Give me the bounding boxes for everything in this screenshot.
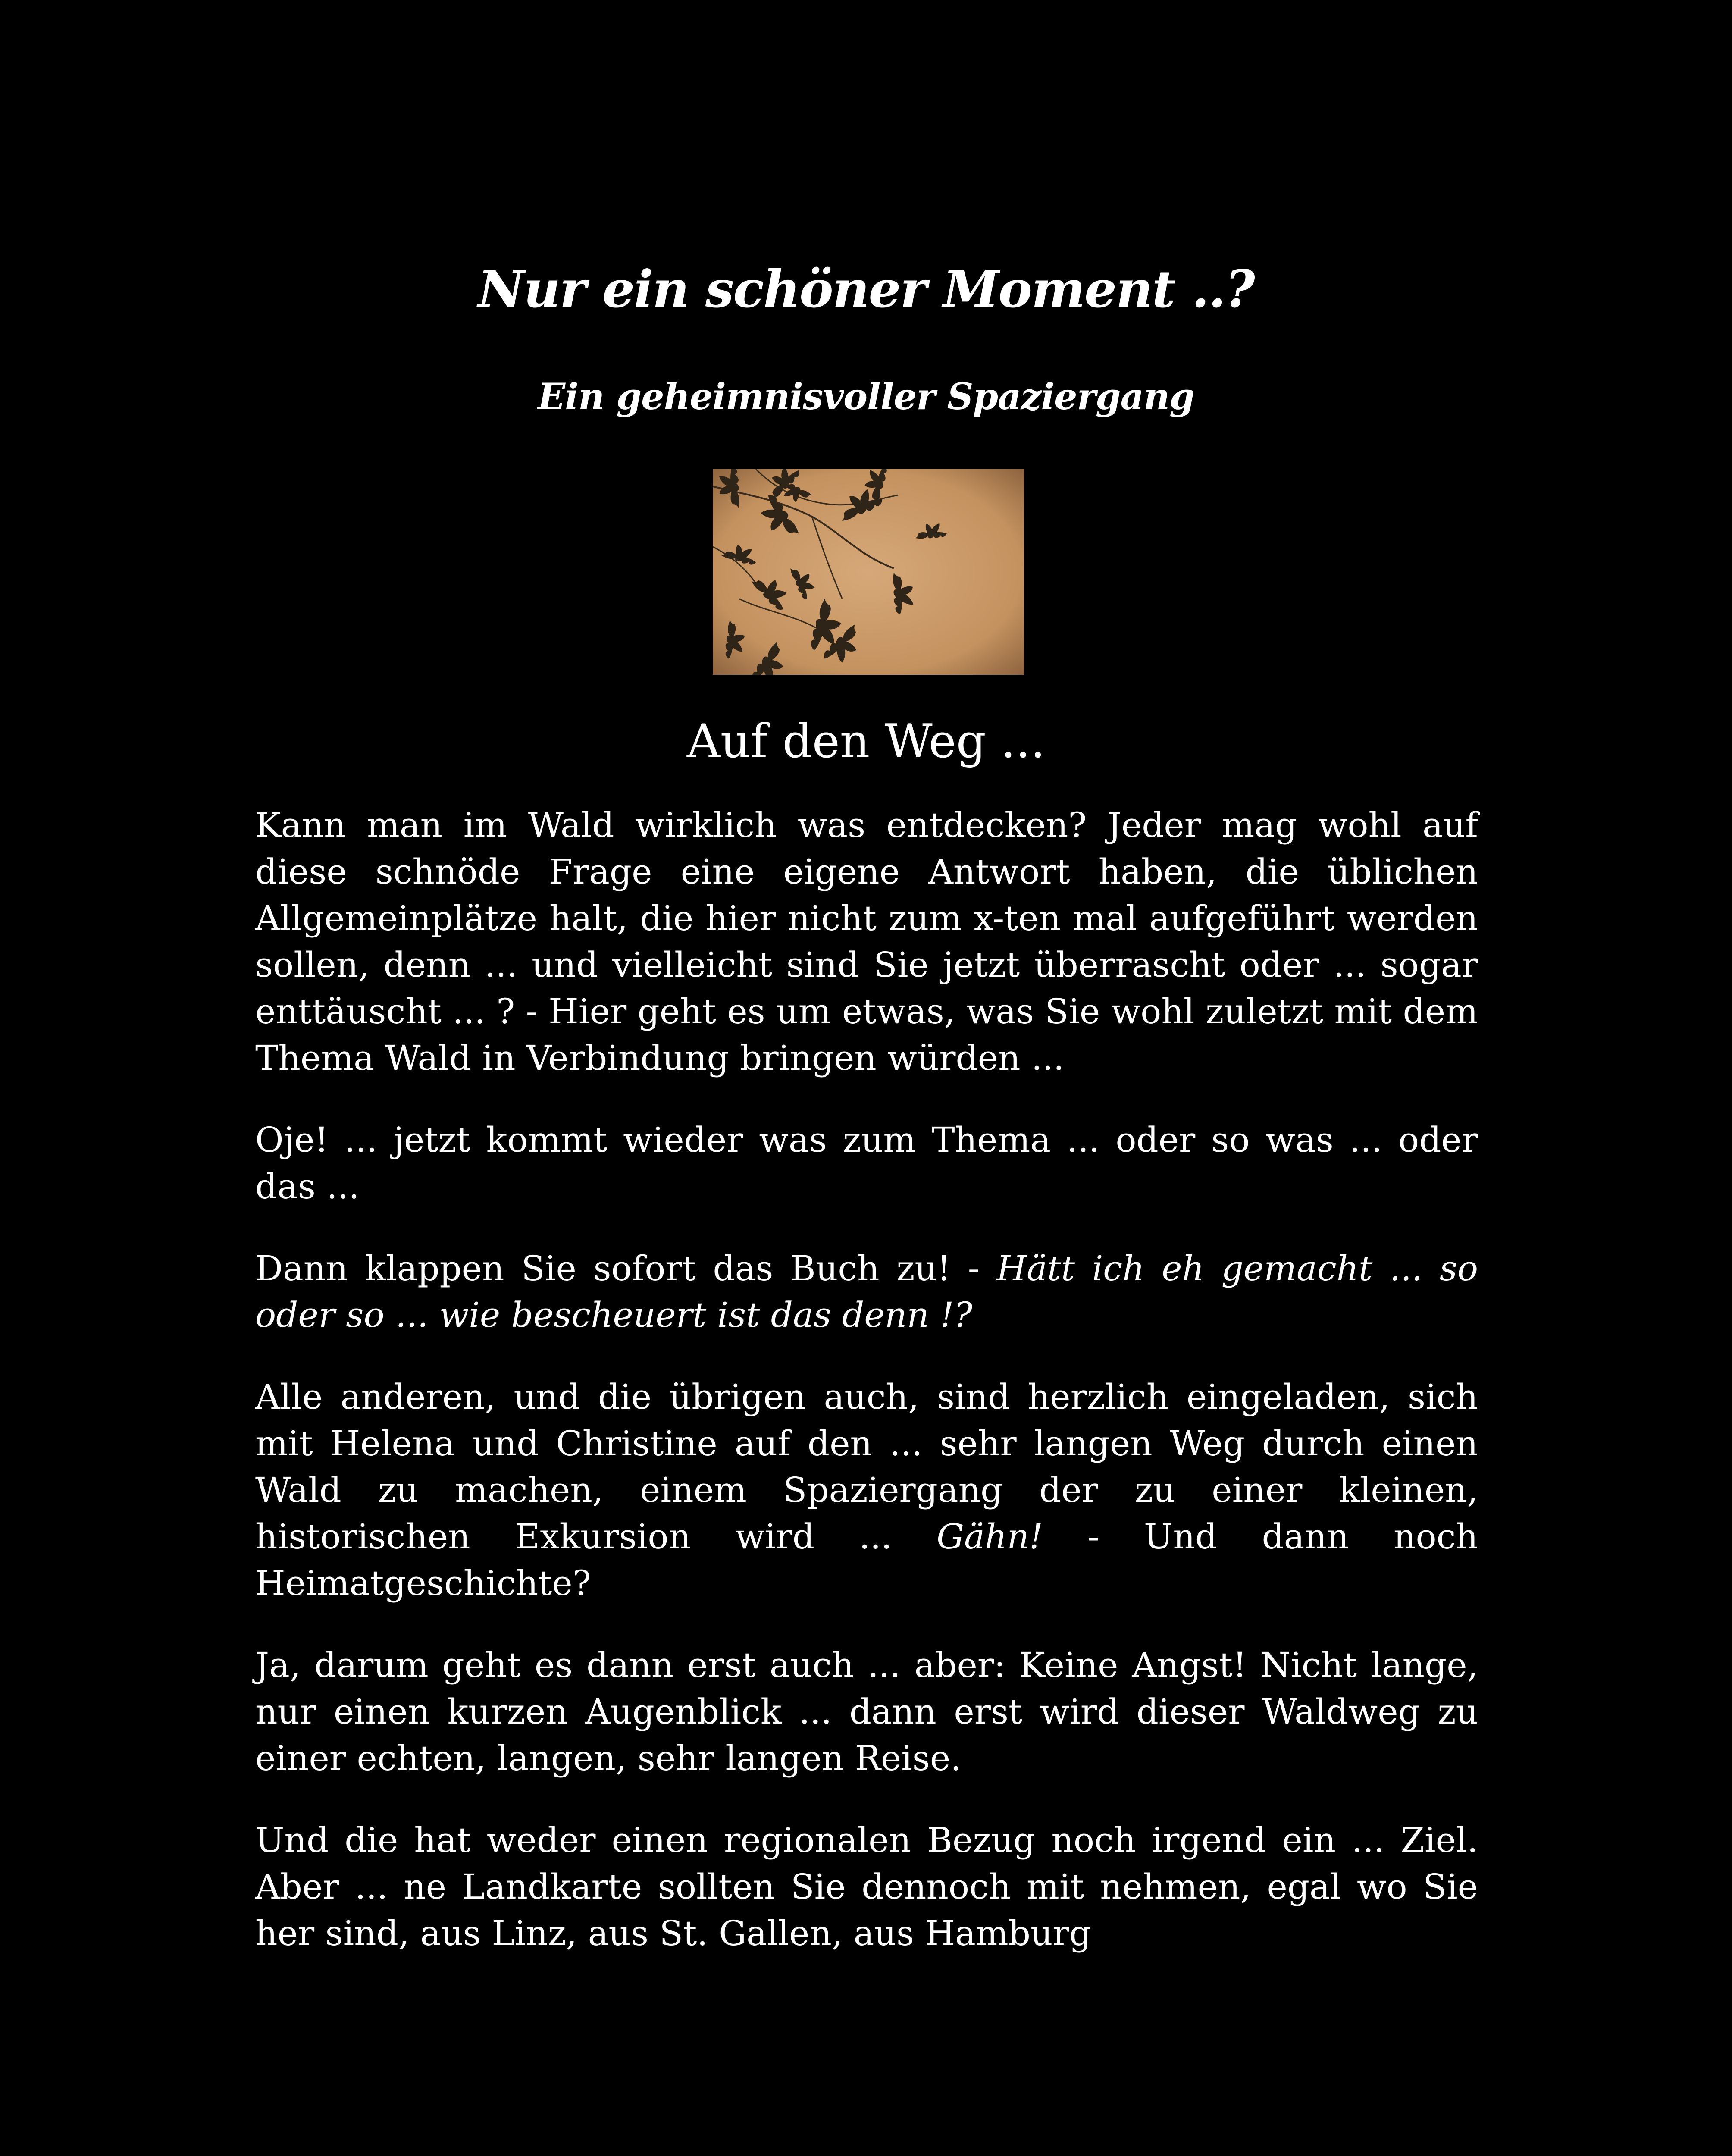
paragraph-4-text-end: - Und dann noch Heimatgeschichte? [255, 1517, 1478, 1603]
paragraph-5: Ja, darum geht es dann erst auch ... aber: Keine Angst! Nicht lange, nur einen kurzen Augenblick ... dann erst wird dieser Waldweg zu einer echten, langen, sehr langen Reise. [255, 1645, 1478, 1778]
paragraph-4-italic: Gähn! [936, 1517, 1043, 1557]
paragraph-3-text: Dann klappen Sie sofort das Buch zu! - [255, 1248, 997, 1288]
paragraph-2: Oje! ... jetzt kommt wieder was zum Thema ... oder so was ... oder das ... [255, 1120, 1478, 1206]
document-title: Nur ein schöner Moment ..? [478, 259, 1254, 319]
paragraph-4-text: Alle anderen, und die übrigen auch, sind herzlich eingeladen, sich mit Helena und Christine auf den ... sehr langen Weg durch einen Wald zu machen, einem Spaziergang der zu einer kleinen, historischen Exkursion wird ... [255, 1377, 1478, 1557]
body-text [255, 802, 1478, 1992]
paragraph-6: Und die hat weder einen regionalen Bezug noch irgend ein ... Ziel. Aber ... ne Landkarte sollten Sie dennoch mit nehmen, egal wo Sie her sind, aus Linz, aus St. Gallen, aus Hamburg [255, 1820, 1478, 1953]
paragraph-4 [255, 1374, 1478, 1607]
document-subtitle: Ein geheimnisvoller Spaziergang [538, 375, 1194, 418]
paragraph-3 [255, 1245, 1478, 1338]
section-heading: Auf den Weg ... [686, 714, 1046, 768]
paragraph-3-italic: Hätt ich eh gemacht ... so oder so ... wie bescheuert ist das denn !? [255, 1248, 1478, 1335]
paragraph-1: Kann man im Wald wirklich was entdecken? Jeder mag wohl auf diese schnöde Frage eine eigene Antwort haben, die üblichen Allgemeinplätze halt, die hier nicht zum x-ten mal aufgeführt werden sollen, denn ... und vielleicht sind Sie jetzt überrascht oder ... sogar enttäuscht ... ? - Hier geht es um etwas, was Sie wohl zuletzt mit dem Thema Wald in Verbindung bringen würden ... [255, 805, 1478, 1078]
oak-leaves-photo [713, 469, 1024, 675]
